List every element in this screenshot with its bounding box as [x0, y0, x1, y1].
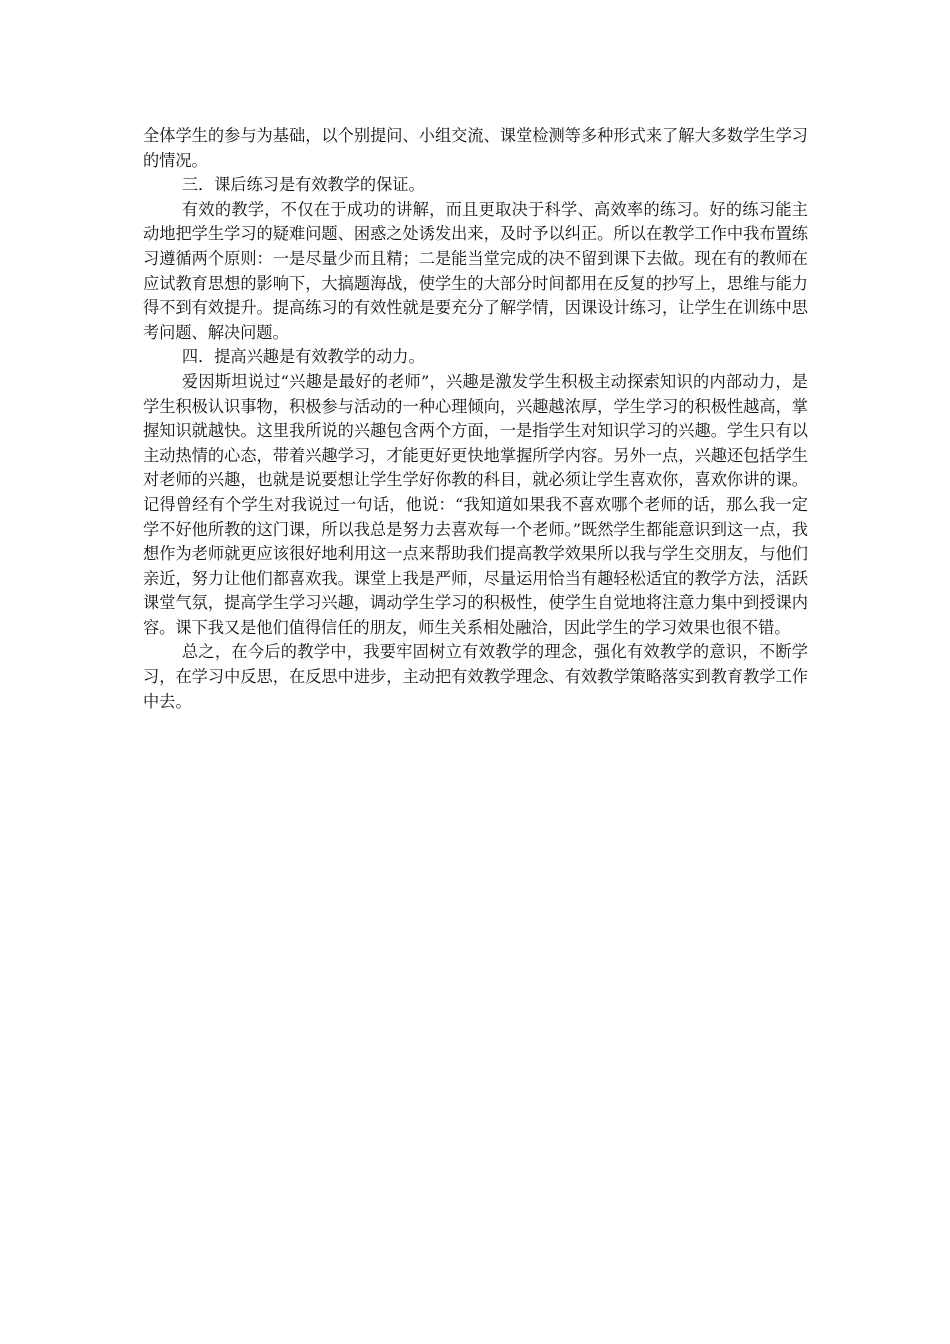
section-heading-3: 三．课后练习是有效教学的保证。 — [181, 175, 425, 195]
section-heading-4: 四．提高兴趣是有效教学的动力。 — [181, 347, 425, 367]
document-body — [143, 124, 808, 714]
paragraph-practice: 有效的教学，不仅在于成功的讲解，而且更取决于科学、高效率的练习。好的练习能主动地把学生学习的疑难问题、困惑之处诱发出来，及时予以纠正。所以在教学工作中我布置练习遵循两个原则：一是尽量少而且精；二是能当堂完成的决不留到课下去做。现在有的教师在应试教育思想的影响下，大搞题海战，使学生的大部分时间都用在反复的抄写上，思维与能力得不到有效提升。提高练习的有效性就是要充分了解学情，因课设计练习，让学生在训练中思考问题、解决问题。 — [143, 199, 808, 342]
paragraph-interest: 爱因斯坦说过“兴趣是最好的老师”，兴趣是激发学生积极主动探索知识的内部动力，是学生积极认识事物，积极参与活动的一种心理倾向，兴趣越浓厚，学生学习的积极性越高，掌握知识就越快。这里我所说的兴趣包含两个方面，一是指学生对知识学习的兴趣。学生只有以主动热情的心态，带着兴趣学习，才能更好更快地掌握所学内容。另外一点，兴趣还包括学生对老师的兴趣，也就是说要想让学生学好你教的科目，就必须让学生喜欢你，喜欢你讲的课。记得曾经有个学生对我说过一句话，他说：“我知道如果我不喜欢哪个老师的话，那么我一定学不好他所教的这门课，所以我总是努力去喜欢每一个老师。”既然学生都能意识到这一点，我想作为老师就更应该很好地利用这一点来帮助我们提高教学效果所以我与学生交朋友，与他们亲近，努力让他们都喜欢我。课堂上我是严师，尽量运用恰当有趣轻松适宜的教学方法，活跃课堂气氛，提高学生学习兴趣，调动学生学习的积极性，使学生自觉地将注意力集中到授课内容。课下我又是他们值得信任的朋友，师生关系相处融洽，因此学生的学习效果也很不错。 — [143, 371, 808, 637]
paragraph-continuation: 全体学生的参与为基础，以个别提问、小组交流、课堂检测等多种形式来了解大多数学生学习的情况。 — [143, 126, 808, 170]
paragraph-conclusion: 总之，在今后的教学中，我要牢固树立有效教学的理念，强化有效教学的意识，不断学习，在学习中反思，在反思中进步，主动把有效教学理念、有效教学策略落实到教育教学工作中去。 — [143, 642, 808, 711]
